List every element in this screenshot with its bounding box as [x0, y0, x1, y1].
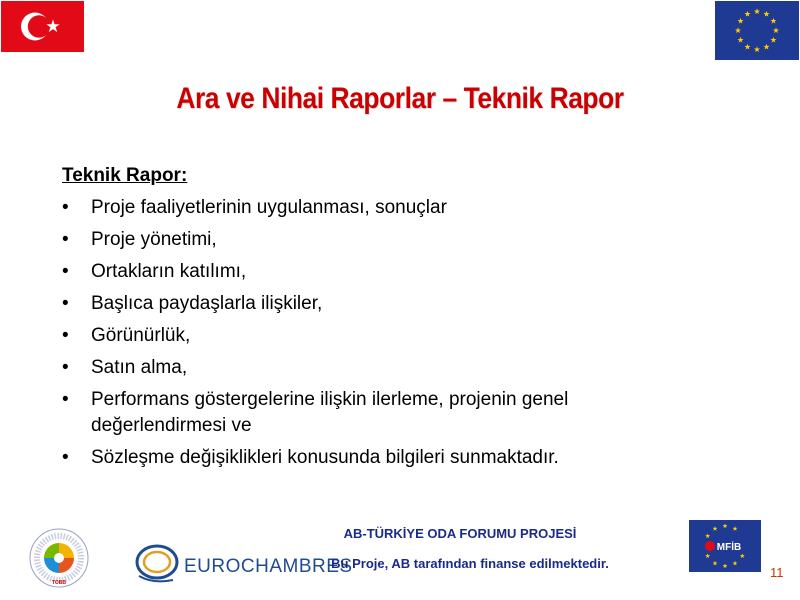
eu-star-icon [773, 27, 779, 33]
eu-star-icon [740, 553, 745, 558]
eu-star-icon [763, 11, 769, 17]
eu-star-icon [744, 11, 750, 17]
eu-star-icon [738, 37, 744, 43]
list-item: • Görünürlük, [62, 320, 702, 352]
eu-star-icon [744, 44, 750, 50]
eu-star-icon [733, 561, 738, 566]
list-item: • Sözleşme değişiklikleri konusunda bilgileri sunmaktadır. [62, 442, 702, 474]
list-item: • Performans göstergelerine ilişkin ilerleme, projenin genel değerlendirmesi ve [62, 389, 569, 436]
eu-flag-icon [715, 1, 799, 60]
eu-star-icon [763, 44, 769, 50]
eu-star-icon [770, 37, 776, 43]
funding-note: Bu Proje, AB tarafından finanse edilmektedir. [331, 556, 609, 571]
bullet-icon: • [62, 293, 69, 314]
list-item: • Başlıca paydaşlarla ilişkiler, [62, 288, 702, 320]
bullet-list [62, 192, 702, 474]
bullet-icon: • [62, 325, 69, 346]
bullet-icon: • [62, 197, 69, 218]
content-heading: Teknik Rapor: [62, 165, 188, 186]
bullet-icon: • [62, 261, 69, 282]
eu-star-icon [770, 18, 776, 24]
bullet-icon: • [62, 357, 69, 378]
eu-star-icon [733, 526, 738, 531]
eu-star-icon [754, 46, 760, 52]
list-item: • Proje yönetimi, [62, 224, 702, 256]
eurochambres-label: EUROCHAMBRES [184, 556, 353, 577]
eu-star-icon [723, 563, 728, 568]
svg-text:TOBB: TOBB [51, 580, 67, 586]
project-title: AB-TÜRKİYE ODA FORUMU PROJESİ [343, 526, 577, 541]
bullet-icon: • [62, 389, 69, 410]
bullet-icon: • [62, 229, 69, 250]
eu-star-icon [705, 533, 710, 538]
list-item: • Satın alma, [62, 352, 702, 384]
eu-star-icon [705, 553, 710, 558]
eu-star-icon [723, 523, 728, 528]
list-item: • Proje faaliyetlerinin uygulanması, sonuçlar [62, 192, 702, 224]
eu-star-icon [735, 27, 741, 33]
eu-star-icon [738, 18, 744, 24]
eu-star-icon [713, 526, 718, 531]
page-number: 11 [770, 565, 784, 580]
slide-title: Ara ve Nihai Raporlar – Teknik Rapor [176, 82, 624, 115]
eu-star-icon [754, 8, 760, 14]
svg-text:MFİB: MFİB [716, 542, 742, 553]
bullet-icon: • [62, 447, 69, 468]
tobb-logo [28, 527, 90, 589]
list-item: • Ortakların katılımı, [62, 256, 702, 288]
eu-star-icon [713, 561, 718, 566]
turkish-flag-icon [1, 1, 84, 52]
mfib-logo [689, 520, 761, 572]
slide-content [62, 160, 702, 474]
